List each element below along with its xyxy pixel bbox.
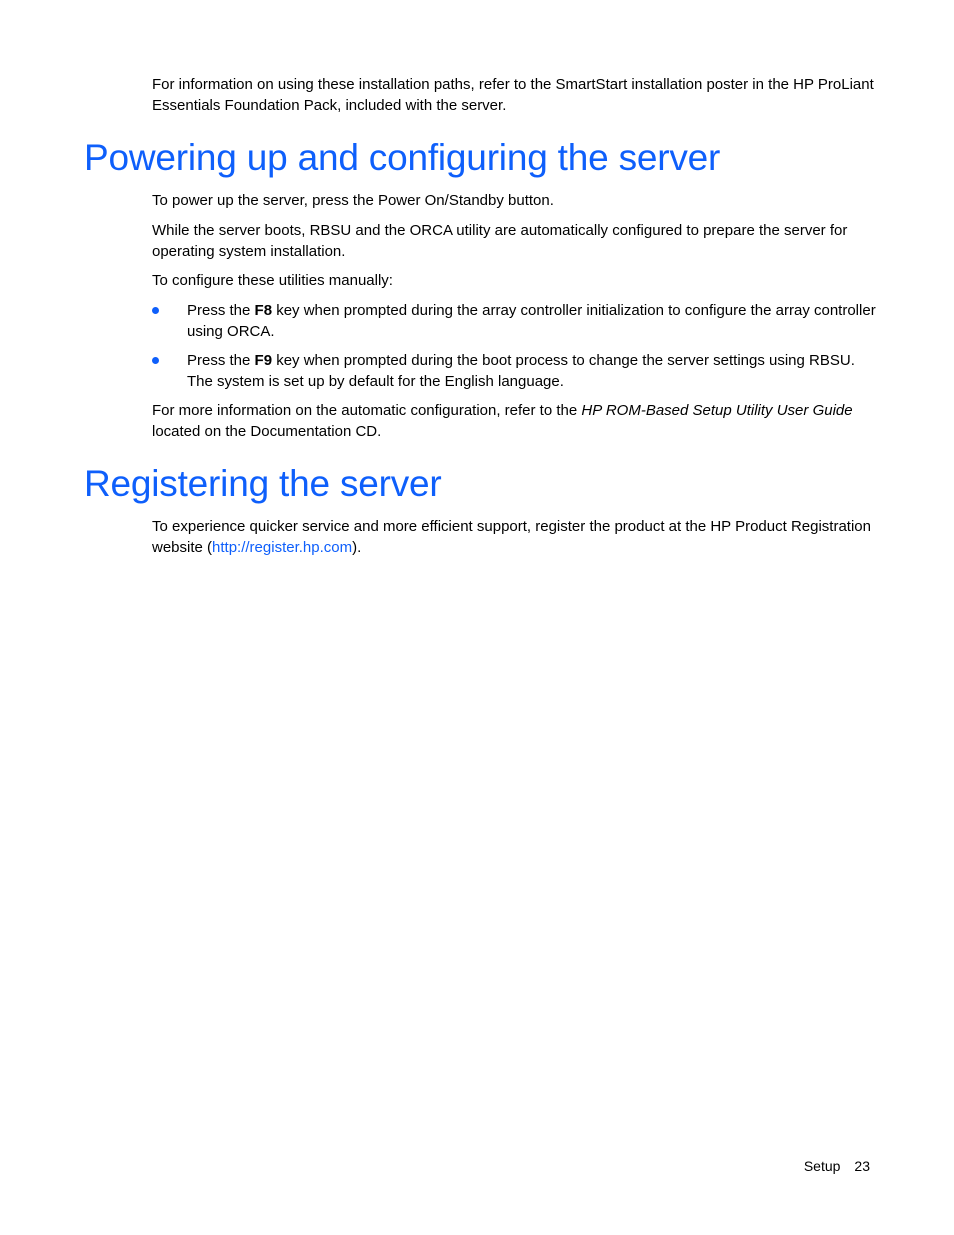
power-paragraph-1: To power up the server, press the Power On/Standby button.	[152, 192, 554, 209]
bullet-text: Press the F9 key when prompted during the boot process to change the server settings using RBSU. The system is set up by default for the English language.	[187, 352, 855, 390]
key-f9: F9	[254, 352, 273, 369]
bullet-item-f8	[152, 301, 876, 342]
key-f8: F8	[254, 302, 273, 319]
power-paragraph-3: To configure these utilities manually:	[152, 272, 393, 289]
registration-link[interactable]: http://register.hp.com	[212, 538, 353, 556]
intro-paragraph: For information on using these installation paths, refer to the SmartStart installation poster in the HP ProLiant Essentials Foundation Pack, included with the server.	[152, 76, 874, 114]
heading-registering: Registering the server	[84, 463, 442, 504]
guide-title: HP ROM-Based Setup Utility User Guide	[581, 402, 853, 419]
page-footer	[804, 1158, 870, 1174]
power-paragraph-4: For more information on the automatic configuration, refer to the HP ROM-Based Setup Utility User Guide located on the Documentation CD.	[152, 402, 853, 440]
bullet-icon	[152, 357, 159, 364]
bullet-text: Press the F8 key when prompted during the array controller initialization to configure the array controller using ORCA.	[187, 302, 876, 340]
heading-powering-up: Powering up and configuring the server	[84, 137, 721, 178]
bullet-icon	[152, 307, 159, 314]
power-paragraph-2: While the server boots, RBSU and the ORCA utility are automatically configured to prepare the server for operating system installation.	[152, 222, 848, 260]
bullet-item-f9	[152, 351, 876, 392]
register-paragraph: To experience quicker service and more efficient support, register the product at the HP Product Registration website (http://register.hp.com).	[152, 518, 871, 556]
footer-section-label: Setup	[803, 1158, 841, 1174]
page-number: 23	[854, 1158, 870, 1174]
